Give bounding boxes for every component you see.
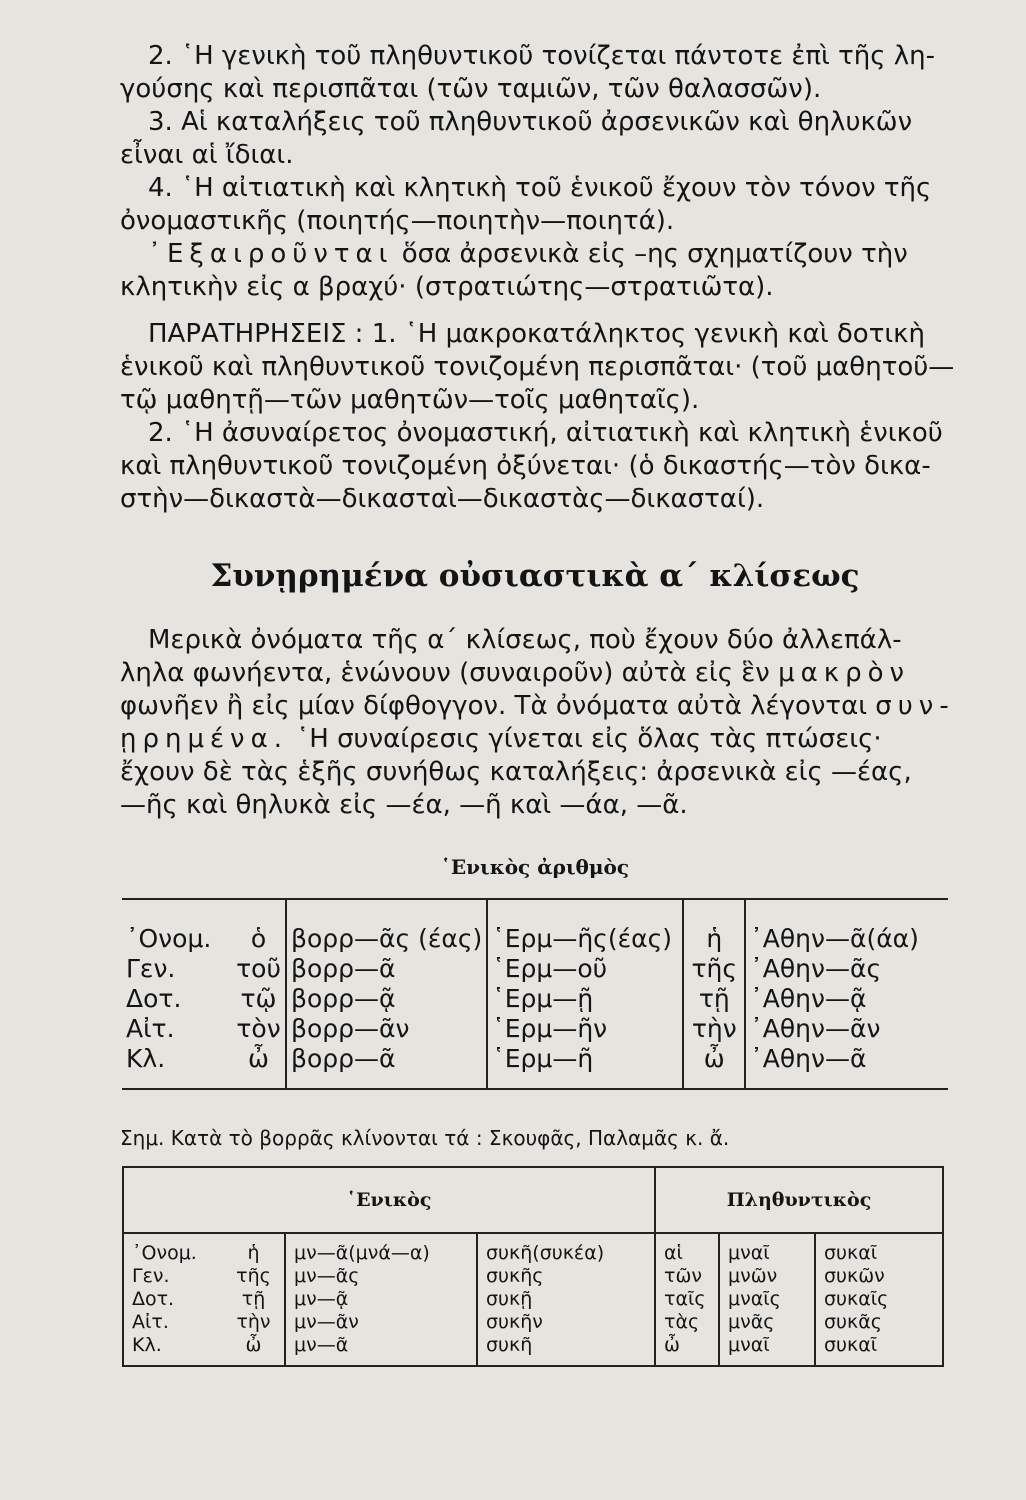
section-line-3-text: φωνῆεν ἢ εἰς μίαν δίφθογγον. Τὰ ὀνόματα αὐτὰ λέγονται [120, 691, 876, 721]
mna-plural: μνᾶς [719, 1311, 815, 1334]
article-singular: ὦ [223, 1334, 285, 1366]
case-label: Γεν. [126, 954, 176, 983]
table-row [122, 954, 948, 984]
mna-plural: μνῶν [719, 1265, 815, 1288]
athina-form: ᾽Αθην—ᾶς [745, 954, 948, 984]
table-row [123, 1288, 943, 1311]
article-singular: τῆς [236, 1265, 271, 1287]
mna-plural: μναῖ [719, 1334, 815, 1366]
observation-line-4: 2. ῾Η ἀσυναίρετος ὀνομαστική, αἰτιατικὴ καὶ κλητικὴ ἑνικοῦ [148, 418, 943, 448]
section-text [120, 624, 955, 822]
mna-singular: μν—ᾶ [285, 1334, 477, 1366]
rule-2-line-2: γούσης καὶ περισπᾶται (τῶν ταμιῶν, τῶν θαλασσῶν). [120, 74, 822, 104]
table-row [123, 1334, 943, 1366]
article-feminine: τὴν [683, 1014, 745, 1044]
borras-form: βορρ—ᾷ [286, 984, 487, 1014]
mna-plural: μναῖς [719, 1288, 815, 1311]
spaced-word-syn: συν- [875, 691, 955, 721]
header-plural: Πληθυντικὸς [655, 1167, 943, 1233]
table-row [122, 1044, 948, 1089]
section-line-1: Μερικὰ ὀνόματα τῆς α΄ κλίσεως, ποὺ ἔχουν δύο ἀλλεπάλ- [148, 625, 902, 655]
case-label: Γεν. [123, 1265, 223, 1288]
mna-singular: μν—ᾶ(μνά—α) [285, 1233, 477, 1265]
exception-line-2: κλητικὴν εἰς α βραχύ· (στρατιώτης—στρατιῶτα). [120, 272, 774, 302]
syki-singular: συκῆν [477, 1311, 655, 1334]
syki-singular: συκῇ [477, 1288, 655, 1311]
observations-block [120, 318, 955, 516]
rule-4-line-2: ὀνομαστικῆς (ποιητής—ποιητὴν—ποιητά). [120, 206, 675, 236]
table-row [123, 1265, 943, 1288]
athina-form: ᾽Αθην—ᾶ [745, 1044, 948, 1089]
article-feminine: τῇ [683, 984, 745, 1014]
article-singular: τὴν [236, 1311, 271, 1333]
case-label: Δοτ. [126, 984, 182, 1013]
ermis-form: ῾Ερμ—οῦ [487, 954, 683, 984]
ermis-form: ῾Ερμ—ῇ [487, 984, 683, 1014]
article-masculine: ὦ [232, 1044, 286, 1089]
mna-singular: μν—ᾶς [285, 1265, 477, 1288]
borras-form: βορρ—ᾶ [286, 1044, 487, 1089]
borras-form: βορρ—ᾶ [286, 954, 487, 984]
singular-heading: ῾Ενικὸς ἀριθμὸς [440, 855, 630, 879]
ermis-form: ῾Ερμ—ῆν [487, 1014, 683, 1044]
borras-form: βορρ—ᾶν [286, 1014, 487, 1044]
exception-rest: ὅσα ἀρσενικὰ εἰς –ης σχηματίζουν τὴν [393, 239, 908, 269]
rule-3-line-1: 3. Αἱ καταλήξεις τοῦ πληθυντικοῦ ἀρσενικῶν καὶ θηλυκῶν [148, 107, 913, 137]
mna-plural: μναῖ [719, 1233, 815, 1265]
syki-plural: συκαῖ [815, 1334, 943, 1366]
article-feminine: τῆς [683, 954, 745, 984]
observation-line-3: τῷ μαθητῇ—τῶν μαθητῶν—τοῖς μαθηταῖς). [120, 385, 700, 415]
ermis-form: ῾Ερμ—ῆ [487, 1044, 683, 1089]
case-label: Δοτ. [123, 1288, 223, 1311]
article-singular: τῇ [241, 1288, 266, 1310]
rules-block [120, 40, 950, 304]
observation-line-2: ἑνικοῦ καὶ πληθυντικοῦ τονιζομένη περισπᾶται· (τοῦ μαθητοῦ— [120, 352, 955, 382]
case-label: Αἰτ. [126, 1014, 175, 1043]
article-plural: τὰς [655, 1311, 719, 1334]
syki-plural: συκᾶς [815, 1311, 943, 1334]
mna-singular: μν—ᾷ [285, 1288, 477, 1311]
section-line-2 [120, 657, 950, 690]
table-top-rule [122, 899, 948, 924]
case-label: Κλ. [123, 1334, 223, 1366]
table-note: Σημ. Κατὰ τὸ βορρᾶς κλίνονται τά : Σκουφᾶς, Παλαμᾶς κ. ἄ. [120, 1126, 730, 1150]
ermis-form: ῾Ερμ—ῆς(έας) [487, 924, 683, 954]
athina-form: ᾽Αθην—ᾷ [745, 984, 948, 1014]
section-line-4-text: ῾Η συναίρεσις γίνεται εἰς ὅλας τὰς πτώσεις· [287, 724, 882, 754]
article-plural: ταῖς [655, 1288, 719, 1311]
mna-singular: μν—ᾶν [285, 1311, 477, 1334]
rule-4-line-1: 4. ῾Η αἰτιατικὴ καὶ κλητικὴ τοῦ ἑνικοῦ ἔχουν τὸν τόνον τῆς [148, 173, 932, 203]
article-masculine: ὁ [250, 924, 267, 953]
table-row [122, 1014, 948, 1044]
syki-singular: συκῆ [477, 1334, 655, 1366]
article-masculine: τῷ [240, 984, 277, 1013]
article-plural: αἱ [655, 1233, 719, 1265]
section-line-5: ἔχουν δὲ τὰς ἑξῆς συνήθως καταλήξεις: ἀρσενικὰ εἰς —έας, [120, 757, 912, 787]
article-feminine: ἡ [683, 924, 745, 954]
case-label: Αἰτ. [123, 1311, 223, 1334]
header-singular: ῾Ενικὸς [123, 1167, 655, 1233]
observation-line-1: ΠΑΡΑΤΗΡΗΣΕΙΣ : 1. ῾Η μακροκατάληκτος γενικὴ καὶ δοτικὴ [148, 319, 925, 349]
spaced-word-iremena: ῃρημένα. [120, 724, 288, 754]
syki-plural: συκαῖ [815, 1233, 943, 1265]
spaced-word-makron: μακρὸν [778, 658, 911, 688]
borras-form: βορρ—ᾶς (έας) [286, 924, 487, 954]
athina-form: ᾽Αθην—ᾶ(άα) [745, 924, 948, 954]
exception-word: ᾽Εξαιροῦνται [148, 239, 394, 269]
table-row [123, 1311, 943, 1334]
rule-3-line-2: εἶναι αἱ ἴδιαι. [120, 140, 294, 170]
table-row [122, 984, 948, 1014]
article-masculine: τοῦ [236, 954, 281, 983]
syki-singular: συκῆς [477, 1265, 655, 1288]
observation-line-5: καὶ πληθυντικοῦ τονιζομένη ὀξύνεται· (ὁ δικαστής—τὸν δικα- [120, 451, 931, 481]
mna-syki-declension-table [122, 1166, 944, 1367]
article-plural: τῶν [655, 1265, 719, 1288]
table-row [122, 924, 948, 954]
section-line-4 [120, 723, 950, 756]
case-label: ᾽Ονομ. [123, 1233, 223, 1265]
exception-line-1 [120, 238, 950, 271]
article-singular: ἡ [247, 1242, 260, 1264]
table-row [123, 1233, 943, 1265]
section-line-6: —ῆς καὶ θηλυκὰ εἰς —έα, —ῆ καὶ —άα, —ᾶ. [120, 790, 688, 820]
section-line-2-text: ληλα φωνήεντα, ἑνώνουν (συναιροῦν) αὐτὰ εἰς ἓν [120, 658, 779, 688]
section-title: Συνῃρημένα οὐσιαστικὰ α΄ κλίσεως [210, 558, 860, 594]
syki-plural: συκῶν [815, 1265, 943, 1288]
syki-plural: συκαῖς [815, 1288, 943, 1311]
table-header-row [123, 1167, 943, 1233]
observation-line-6: στὴν—δικαστὰ—δικασταὶ—δικαστὰς—δικασταί). [120, 484, 765, 514]
rule-2-line-1: 2. ῾Η γενικὴ τοῦ πληθυντικοῦ τονίζεται πάντοτε ἐπὶ τῆς λη- [148, 41, 936, 71]
section-line-3 [120, 690, 955, 723]
case-label: ᾽Ονομ. [126, 924, 212, 953]
syki-singular: συκῆ(συκέα) [477, 1233, 655, 1265]
article-plural: ὦ [655, 1334, 719, 1366]
case-label: Κλ. [122, 1044, 232, 1089]
article-feminine: ὦ [683, 1044, 745, 1089]
article-masculine: τὸν [236, 1014, 281, 1043]
singular-declension-table [122, 898, 948, 1090]
athina-form: ᾽Αθην—ᾶν [745, 1014, 948, 1044]
